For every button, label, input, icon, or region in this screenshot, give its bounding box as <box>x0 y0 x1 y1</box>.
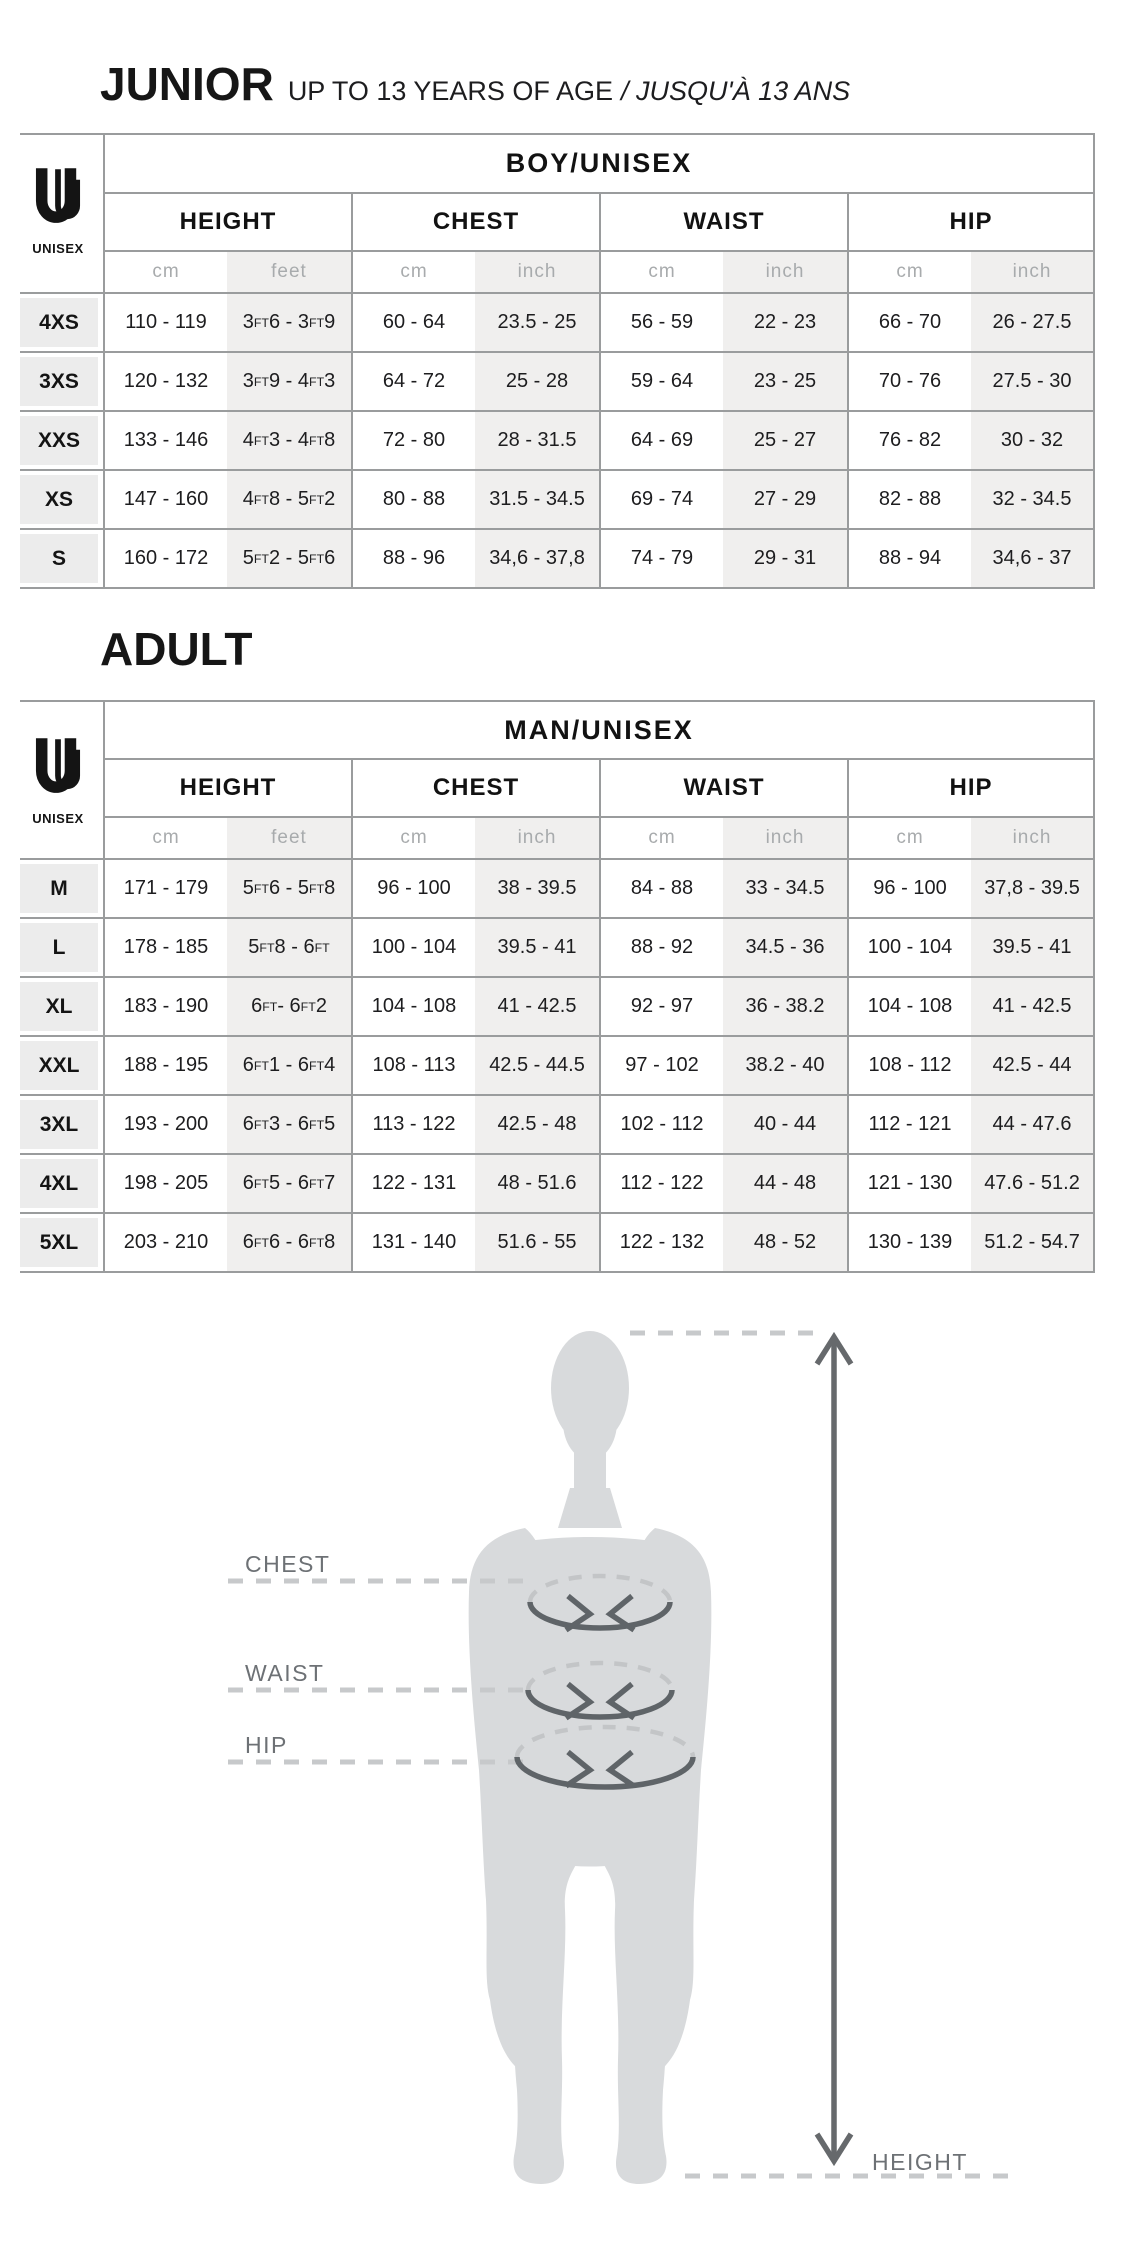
measurement-diagram <box>150 1300 1147 2258</box>
waist-label: WAIST <box>245 1660 325 1686</box>
data-cell: 74 - 79 <box>599 530 723 589</box>
data-cell: 130 - 139 <box>847 1214 971 1273</box>
size-label-cell <box>20 858 103 919</box>
data-cell: 26 - 27.5 <box>971 294 1095 353</box>
unit-header: inch <box>971 818 1095 860</box>
adult-section-title <box>100 622 252 676</box>
data-cell: 5 FT 8 - 6 FT <box>227 919 351 978</box>
unit-header: cm <box>103 818 227 860</box>
size-label: L <box>20 923 98 972</box>
hip-label: HIP <box>245 1732 288 1758</box>
size-label: XL <box>20 982 98 1031</box>
data-cell: 34.5 - 36 <box>723 919 847 978</box>
data-cell: 104 - 108 <box>351 978 475 1037</box>
data-cell: 5 FT 6 - 5 FT 8 <box>227 860 351 919</box>
data-cell: 33 - 34.5 <box>723 860 847 919</box>
unit-header: inch <box>475 252 599 294</box>
data-cell: 22 - 23 <box>723 294 847 353</box>
data-cell: 120 - 132 <box>103 353 227 412</box>
unisex-logo-label: UNISEX <box>32 811 84 826</box>
size-label: 3XL <box>20 1100 98 1149</box>
data-cell: 122 - 131 <box>351 1155 475 1214</box>
data-cell: 3 FT 9 - 4 FT 3 <box>227 353 351 412</box>
data-cell: 4 FT 3 - 4 FT 8 <box>227 412 351 471</box>
data-cell: 25 - 28 <box>475 353 599 412</box>
data-cell: 5 FT 2 - 5 FT 6 <box>227 530 351 589</box>
junior-subtitle: UP TO 13 YEARS OF AGE <box>287 76 613 106</box>
data-cell: 40 - 44 <box>723 1096 847 1155</box>
height-arrow-icon <box>817 1337 851 2161</box>
data-cell: 51.6 - 55 <box>475 1214 599 1273</box>
size-label: M <box>20 864 98 913</box>
data-cell: 51.2 - 54.7 <box>971 1214 1095 1273</box>
data-cell: 66 - 70 <box>847 294 971 353</box>
data-cell: 36 - 38.2 <box>723 978 847 1037</box>
data-cell: 160 - 172 <box>103 530 227 589</box>
size-label: 4XS <box>20 298 98 347</box>
data-cell: 32 - 34.5 <box>971 471 1095 530</box>
data-cell: 64 - 72 <box>351 353 475 412</box>
size-label-cell <box>20 1037 103 1096</box>
size-label-cell <box>20 978 103 1037</box>
data-cell: 6 FT - 6 FT 2 <box>227 978 351 1037</box>
unit-header: cm <box>103 252 227 294</box>
data-cell: 88 - 94 <box>847 530 971 589</box>
data-cell: 121 - 130 <box>847 1155 971 1214</box>
size-label-cell <box>20 530 103 589</box>
data-cell: 96 - 100 <box>351 860 475 919</box>
data-cell: 112 - 122 <box>599 1155 723 1214</box>
data-cell: 42.5 - 44 <box>971 1037 1095 1096</box>
data-cell: 110 - 119 <box>103 294 227 353</box>
column-header-height: HEIGHT <box>103 194 351 252</box>
table-group-header: MAN/UNISEX <box>103 702 1095 760</box>
data-cell: 96 - 100 <box>847 860 971 919</box>
unit-header: inch <box>723 252 847 294</box>
size-label-cell <box>20 1155 103 1214</box>
data-cell: 30 - 32 <box>971 412 1095 471</box>
size-label-cell <box>20 292 103 353</box>
unit-header: inch <box>723 818 847 860</box>
size-label: 3XS <box>20 357 98 406</box>
data-cell: 56 - 59 <box>599 294 723 353</box>
data-cell: 39.5 - 41 <box>971 919 1095 978</box>
data-cell: 82 - 88 <box>847 471 971 530</box>
junior-size-table <box>20 133 1095 589</box>
data-cell: 188 - 195 <box>103 1037 227 1096</box>
data-cell: 27.5 - 30 <box>971 353 1095 412</box>
data-cell: 44 - 48 <box>723 1155 847 1214</box>
data-cell: 100 - 104 <box>351 919 475 978</box>
size-label-cell <box>20 353 103 412</box>
unit-header: cm <box>847 252 971 294</box>
size-label-cell <box>20 1214 103 1273</box>
data-cell: 84 - 88 <box>599 860 723 919</box>
junior-title: JUNIOR <box>100 58 274 110</box>
data-cell: 34,6 - 37 <box>971 530 1095 589</box>
size-label: 4XL <box>20 1159 98 1208</box>
data-cell: 72 - 80 <box>351 412 475 471</box>
data-cell: 25 - 27 <box>723 412 847 471</box>
data-cell: 113 - 122 <box>351 1096 475 1155</box>
data-cell: 108 - 112 <box>847 1037 971 1096</box>
data-cell: 64 - 69 <box>599 412 723 471</box>
junior-subtitle-french: / JUSQU'À 13 ANS <box>620 76 851 106</box>
data-cell: 104 - 108 <box>847 978 971 1037</box>
data-cell: 178 - 185 <box>103 919 227 978</box>
data-cell: 4 FT 8 - 5 FT 2 <box>227 471 351 530</box>
chest-label: CHEST <box>245 1551 331 1577</box>
data-cell: 23 - 25 <box>723 353 847 412</box>
size-label-cell <box>20 1096 103 1155</box>
data-cell: 112 - 121 <box>847 1096 971 1155</box>
unit-header: inch <box>971 252 1095 294</box>
data-cell: 42.5 - 44.5 <box>475 1037 599 1096</box>
data-cell: 29 - 31 <box>723 530 847 589</box>
data-cell: 60 - 64 <box>351 294 475 353</box>
data-cell: 23.5 - 25 <box>475 294 599 353</box>
size-label: 5XL <box>20 1218 98 1267</box>
data-cell: 39.5 - 41 <box>475 919 599 978</box>
data-cell: 44 - 47.6 <box>971 1096 1095 1155</box>
data-cell: 88 - 96 <box>351 530 475 589</box>
size-label-cell <box>20 471 103 530</box>
data-cell: 6 FT 5 - 6 FT 7 <box>227 1155 351 1214</box>
column-header-waist: WAIST <box>599 194 847 252</box>
unit-header: inch <box>475 818 599 860</box>
data-cell: 198 - 205 <box>103 1155 227 1214</box>
data-cell: 37,8 - 39.5 <box>971 860 1095 919</box>
data-cell: 59 - 64 <box>599 353 723 412</box>
size-label: XS <box>20 475 98 524</box>
unit-header: feet <box>227 252 351 294</box>
data-cell: 69 - 74 <box>599 471 723 530</box>
unit-header: cm <box>351 818 475 860</box>
data-cell: 97 - 102 <box>599 1037 723 1096</box>
unit-header: cm <box>351 252 475 294</box>
data-cell: 6 FT 1 - 6 FT 4 <box>227 1037 351 1096</box>
data-cell: 47.6 - 51.2 <box>971 1155 1095 1214</box>
data-cell: 88 - 92 <box>599 919 723 978</box>
size-label: XXL <box>20 1041 98 1090</box>
unisex-logo-label: UNISEX <box>32 241 84 256</box>
column-header-hip: HIP <box>847 760 1095 818</box>
column-header-chest: CHEST <box>351 194 599 252</box>
data-cell: 171 - 179 <box>103 860 227 919</box>
data-cell: 183 - 190 <box>103 978 227 1037</box>
data-cell: 80 - 88 <box>351 471 475 530</box>
data-cell: 193 - 200 <box>103 1096 227 1155</box>
data-cell: 131 - 140 <box>351 1214 475 1273</box>
data-cell: 28 - 31.5 <box>475 412 599 471</box>
column-header-chest: CHEST <box>351 760 599 818</box>
data-cell: 147 - 160 <box>103 471 227 530</box>
data-cell: 31.5 - 34.5 <box>475 471 599 530</box>
data-cell: 41 - 42.5 <box>971 978 1095 1037</box>
adult-size-table <box>20 700 1095 1273</box>
junior-section-title <box>100 57 850 111</box>
data-cell: 133 - 146 <box>103 412 227 471</box>
size-label: XXS <box>20 416 98 465</box>
data-cell: 6 FT 3 - 6 FT 5 <box>227 1096 351 1155</box>
size-label-cell <box>20 919 103 978</box>
data-cell: 203 - 210 <box>103 1214 227 1273</box>
data-cell: 48 - 52 <box>723 1214 847 1273</box>
data-cell: 102 - 112 <box>599 1096 723 1155</box>
unit-header: cm <box>599 818 723 860</box>
data-cell: 100 - 104 <box>847 919 971 978</box>
column-header-hip: HIP <box>847 194 1095 252</box>
data-cell: 92 - 97 <box>599 978 723 1037</box>
data-cell: 42.5 - 48 <box>475 1096 599 1155</box>
size-label-cell <box>20 412 103 471</box>
data-cell: 38.2 - 40 <box>723 1037 847 1096</box>
column-header-waist: WAIST <box>599 760 847 818</box>
data-cell: 48 - 51.6 <box>475 1155 599 1214</box>
data-cell: 76 - 82 <box>847 412 971 471</box>
adult-title: ADULT <box>100 623 253 675</box>
height-label: HEIGHT <box>872 2149 968 2175</box>
data-cell: 34,6 - 37,8 <box>475 530 599 589</box>
data-cell: 108 - 113 <box>351 1037 475 1096</box>
data-cell: 6 FT 6 - 6 FT 8 <box>227 1214 351 1273</box>
data-cell: 38 - 39.5 <box>475 860 599 919</box>
unit-header: cm <box>599 252 723 294</box>
data-cell: 122 - 132 <box>599 1214 723 1273</box>
unit-header: cm <box>847 818 971 860</box>
column-header-height: HEIGHT <box>103 760 351 818</box>
body-silhouette-icon <box>469 1331 712 2184</box>
unit-header: feet <box>227 818 351 860</box>
data-cell: 41 - 42.5 <box>475 978 599 1037</box>
table-group-header: BOY/UNISEX <box>103 135 1095 194</box>
data-cell: 70 - 76 <box>847 353 971 412</box>
size-label: S <box>20 534 98 583</box>
data-cell: 27 - 29 <box>723 471 847 530</box>
data-cell: 3 FT 6 - 3 FT 9 <box>227 294 351 353</box>
